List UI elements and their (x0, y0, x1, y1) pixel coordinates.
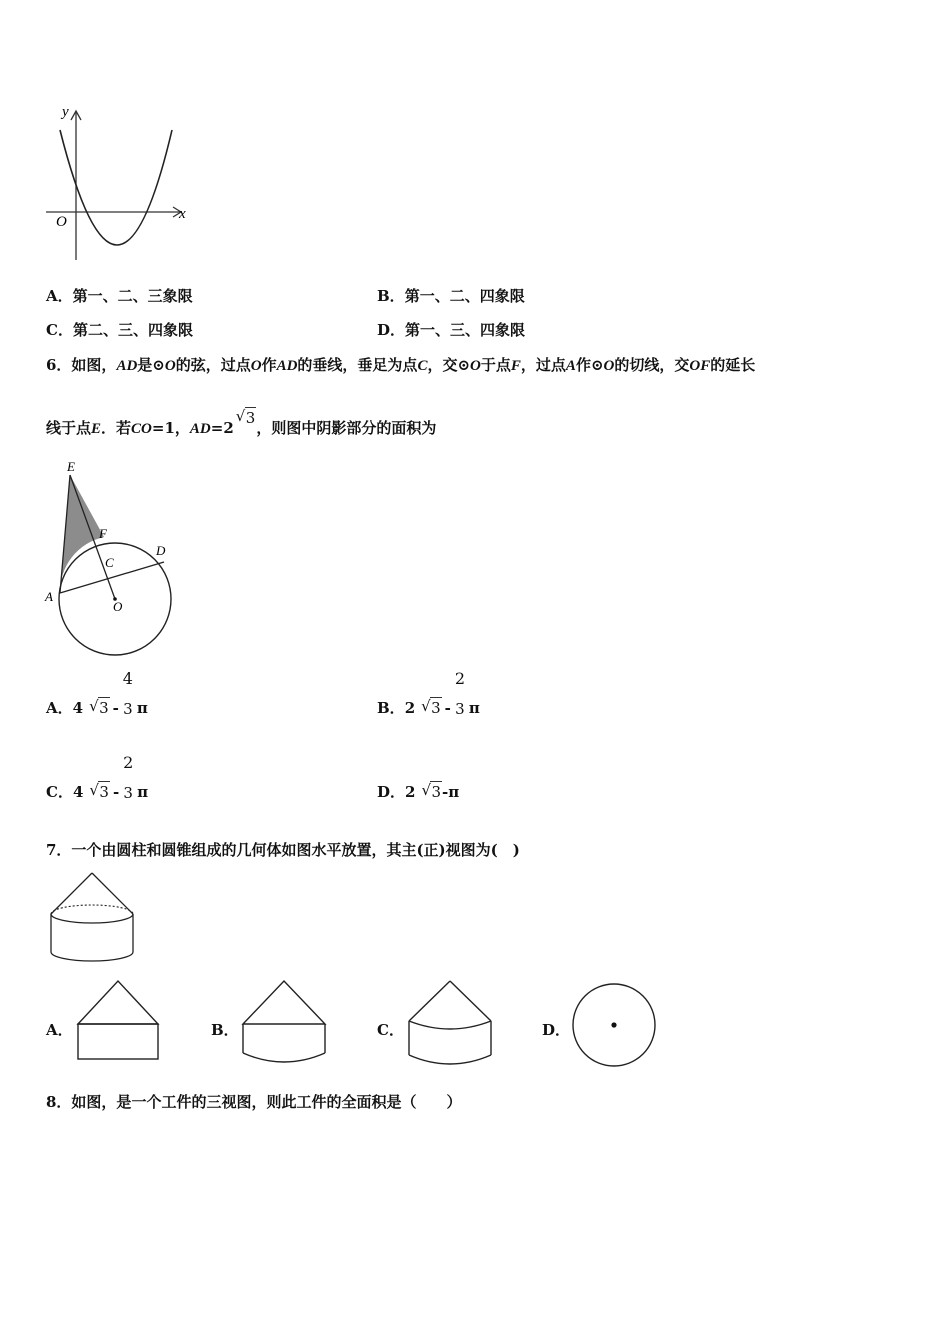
q6-stem-line2: 线于点E．若CO=1，AD=2√ 3，则图中阴影部分的面积为 (46, 417, 436, 439)
rect-body (78, 1024, 158, 1059)
q6-stem-line1: 6．如图，AD是⊙O的弦，过点O作AD的垂线，垂足为点C，交⊙O于点F，过点A作⊙O的切线，交OF的延长 (46, 356, 756, 374)
option-letter: A． (46, 287, 73, 305)
q6-option-b[interactable]: B．2√ 3 - 2 3 π (377, 697, 480, 719)
body-bottom-arc (243, 1053, 325, 1062)
top-arc (409, 1021, 491, 1029)
y-axis-label: y (62, 104, 69, 120)
q7-option-a-label[interactable]: A． (46, 1021, 73, 1039)
q6-option-c[interactable]: C．4√ 3 - 2 3 π (46, 781, 148, 803)
cylinder-top-front (51, 914, 133, 923)
option-letter: B． (377, 287, 405, 305)
q7-option-d-figure[interactable] (570, 981, 660, 1071)
cylinder-top-back (51, 905, 133, 914)
label-o: O (113, 599, 123, 614)
center-dot (611, 1022, 616, 1027)
q7-stem: 7．一个由圆柱和圆锥组成的几何体如图水平放置，其主(正)视图为( ) (46, 841, 520, 859)
cone-cylinder-solid (44, 868, 144, 968)
q7-option-b-label[interactable]: B． (211, 1021, 239, 1039)
label-e: E (67, 459, 75, 474)
label-a: A (45, 589, 53, 604)
triangle-roof (78, 981, 158, 1024)
q6-option-a[interactable]: A．4√ 3 - 4 3 π (46, 697, 148, 719)
label-c: C (105, 555, 114, 570)
parabola-graph (40, 100, 200, 270)
option-text: 第二、三、四象限 (72, 321, 193, 339)
roof-left (409, 981, 450, 1021)
option-text: 第一、二、四象限 (404, 287, 525, 305)
option-letter: C． (46, 321, 73, 339)
option-letter: D． (377, 321, 406, 339)
sqrt-three: √ 3 (245, 407, 257, 428)
q7-option-d-label[interactable]: D． (542, 1021, 571, 1039)
q5-option-d[interactable] (377, 320, 525, 340)
option-text: 第一、三、四象限 (405, 321, 526, 339)
label-f: F (99, 526, 107, 541)
q7-option-a-figure[interactable] (76, 975, 162, 1063)
cylinder-bottom (51, 952, 133, 961)
shaded-region (60, 475, 104, 593)
q5-option-b[interactable] (377, 286, 525, 306)
option-text: 第一、二、三象限 (72, 287, 193, 305)
x-axis-label: x (179, 206, 186, 222)
q7-option-c-figure[interactable] (407, 975, 497, 1069)
triangle-roof (243, 981, 325, 1024)
origin-label: O (56, 214, 67, 230)
cone-right-edge (92, 873, 133, 914)
q7-option-b-figure[interactable] (241, 975, 331, 1067)
label-d: D (156, 543, 166, 558)
q7-option-c-label[interactable]: C． (377, 1021, 404, 1039)
circle-tangent-figure (40, 455, 190, 665)
cone-left-edge (51, 873, 92, 914)
q5-option-c[interactable] (46, 320, 193, 340)
q8-stem: 8．如图，是一个工件的三视图，则此工件的全面积是（ ） (46, 1093, 462, 1111)
parabola-curve (60, 130, 172, 245)
q5-option-a[interactable] (46, 286, 193, 306)
body-bottom-arc (409, 1055, 491, 1064)
q6-option-d[interactable]: D．2√ 3-π (377, 781, 459, 802)
roof-right (450, 981, 491, 1021)
